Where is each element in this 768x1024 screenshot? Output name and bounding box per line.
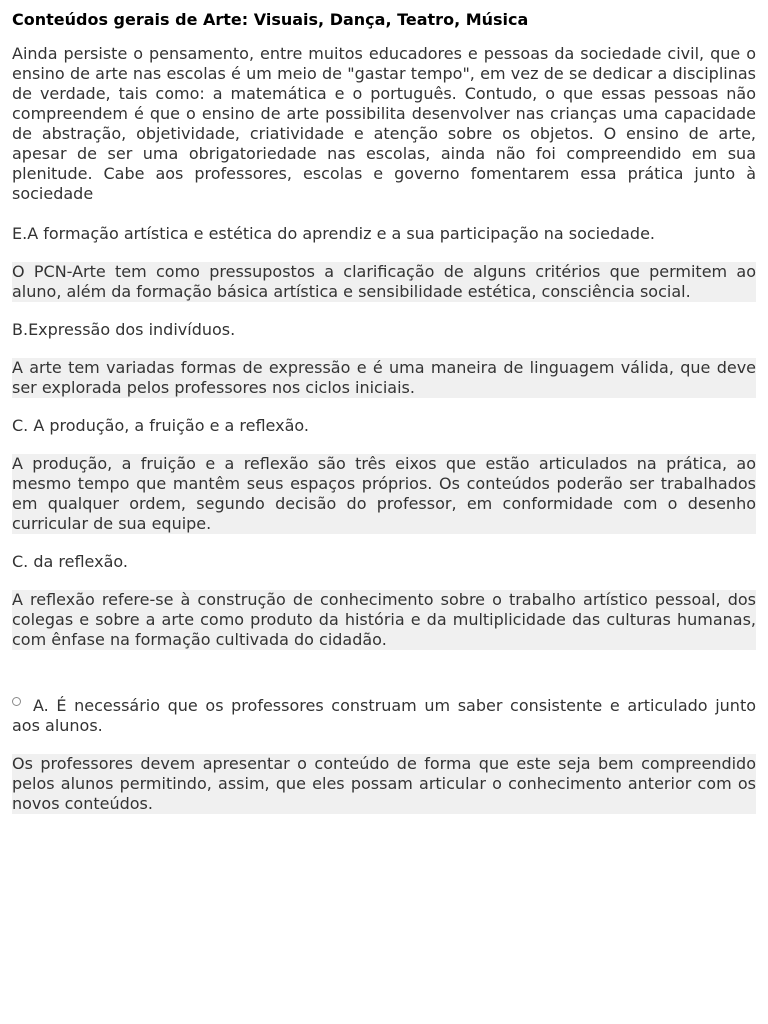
page-title: Conteúdos gerais de Arte: Visuais, Dança, Teatro, Música bbox=[12, 10, 529, 29]
radio-button-icon[interactable] bbox=[12, 697, 21, 706]
answer-c-reflexao: A reflexão refere-se à construção de conhecimento sobre o trabalho artístico pessoal, dos colegas e sobre a arte como produto da história e da multiplicidade das culturas humanas, com ênfase na formação cultivada do cidadão. bbox=[12, 590, 756, 649]
question-e: E.A formação artística e estética do aprendiz e a sua participação na sociedade. bbox=[12, 224, 655, 243]
option-a-text: A. É necessário que os professores construam um saber consistente e articulado junto aos alunos. bbox=[12, 696, 756, 735]
question-c-reflexao: C. da reflexão. bbox=[12, 552, 128, 571]
answer-a: Os professores devem apresentar o conteúdo de forma que este seja bem compreendido pelos alunos permitindo, assim, que eles possam articular o conhecimento anterior com os novos conteúdos. bbox=[12, 754, 756, 813]
answer-e: O PCN-Arte tem como pressupostos a clarificação de alguns critérios que permitem ao aluno, além da formação básica artística e sensibilidade estética, consciência social. bbox=[12, 262, 756, 301]
intro-paragraph: Ainda persiste o pensamento, entre muitos educadores e pessoas da sociedade civil, que o ensino de arte nas escolas é um meio de "gastar tempo", em vez de se dedicar a disciplinas de verdade, tais como: a matemática e o português. Contudo, o que essas pessoas não compreendem é que o ensino de arte possibilita desenvolver nas crianças uma capacidade de abstração, objetividade, criatividade e atenção sobre os objetos. O ensino de arte, apesar de ser uma obrigatoriedade nas escolas, ainda não foi compreendido em sua plenitude. Cabe aos professores, escolas e governo fomentarem essa prática junto à sociedade bbox=[12, 44, 756, 203]
question-c-producao: C. A produção, a fruição e a reflexão. bbox=[12, 416, 309, 435]
option-a-row[interactable] bbox=[12, 696, 756, 736]
document bbox=[12, 0, 756, 814]
question-b: B.Expressão dos indivíduos. bbox=[12, 320, 236, 339]
spacer bbox=[12, 668, 756, 696]
answer-b: A arte tem variadas formas de expressão e é uma maneira de linguagem válida, que deve ser explorada pelos professores nos ciclos iniciais. bbox=[12, 358, 756, 397]
answer-c-producao: A produção, a fruição e a reflexão são três eixos que estão articulados na prática, ao mesmo tempo que mantêm seus espaços próprios. Os conteúdos poderão ser trabalhados em qualquer ordem, segundo decisão do professor, em conformidade com o desenho curricular de sua equipe. bbox=[12, 454, 756, 533]
